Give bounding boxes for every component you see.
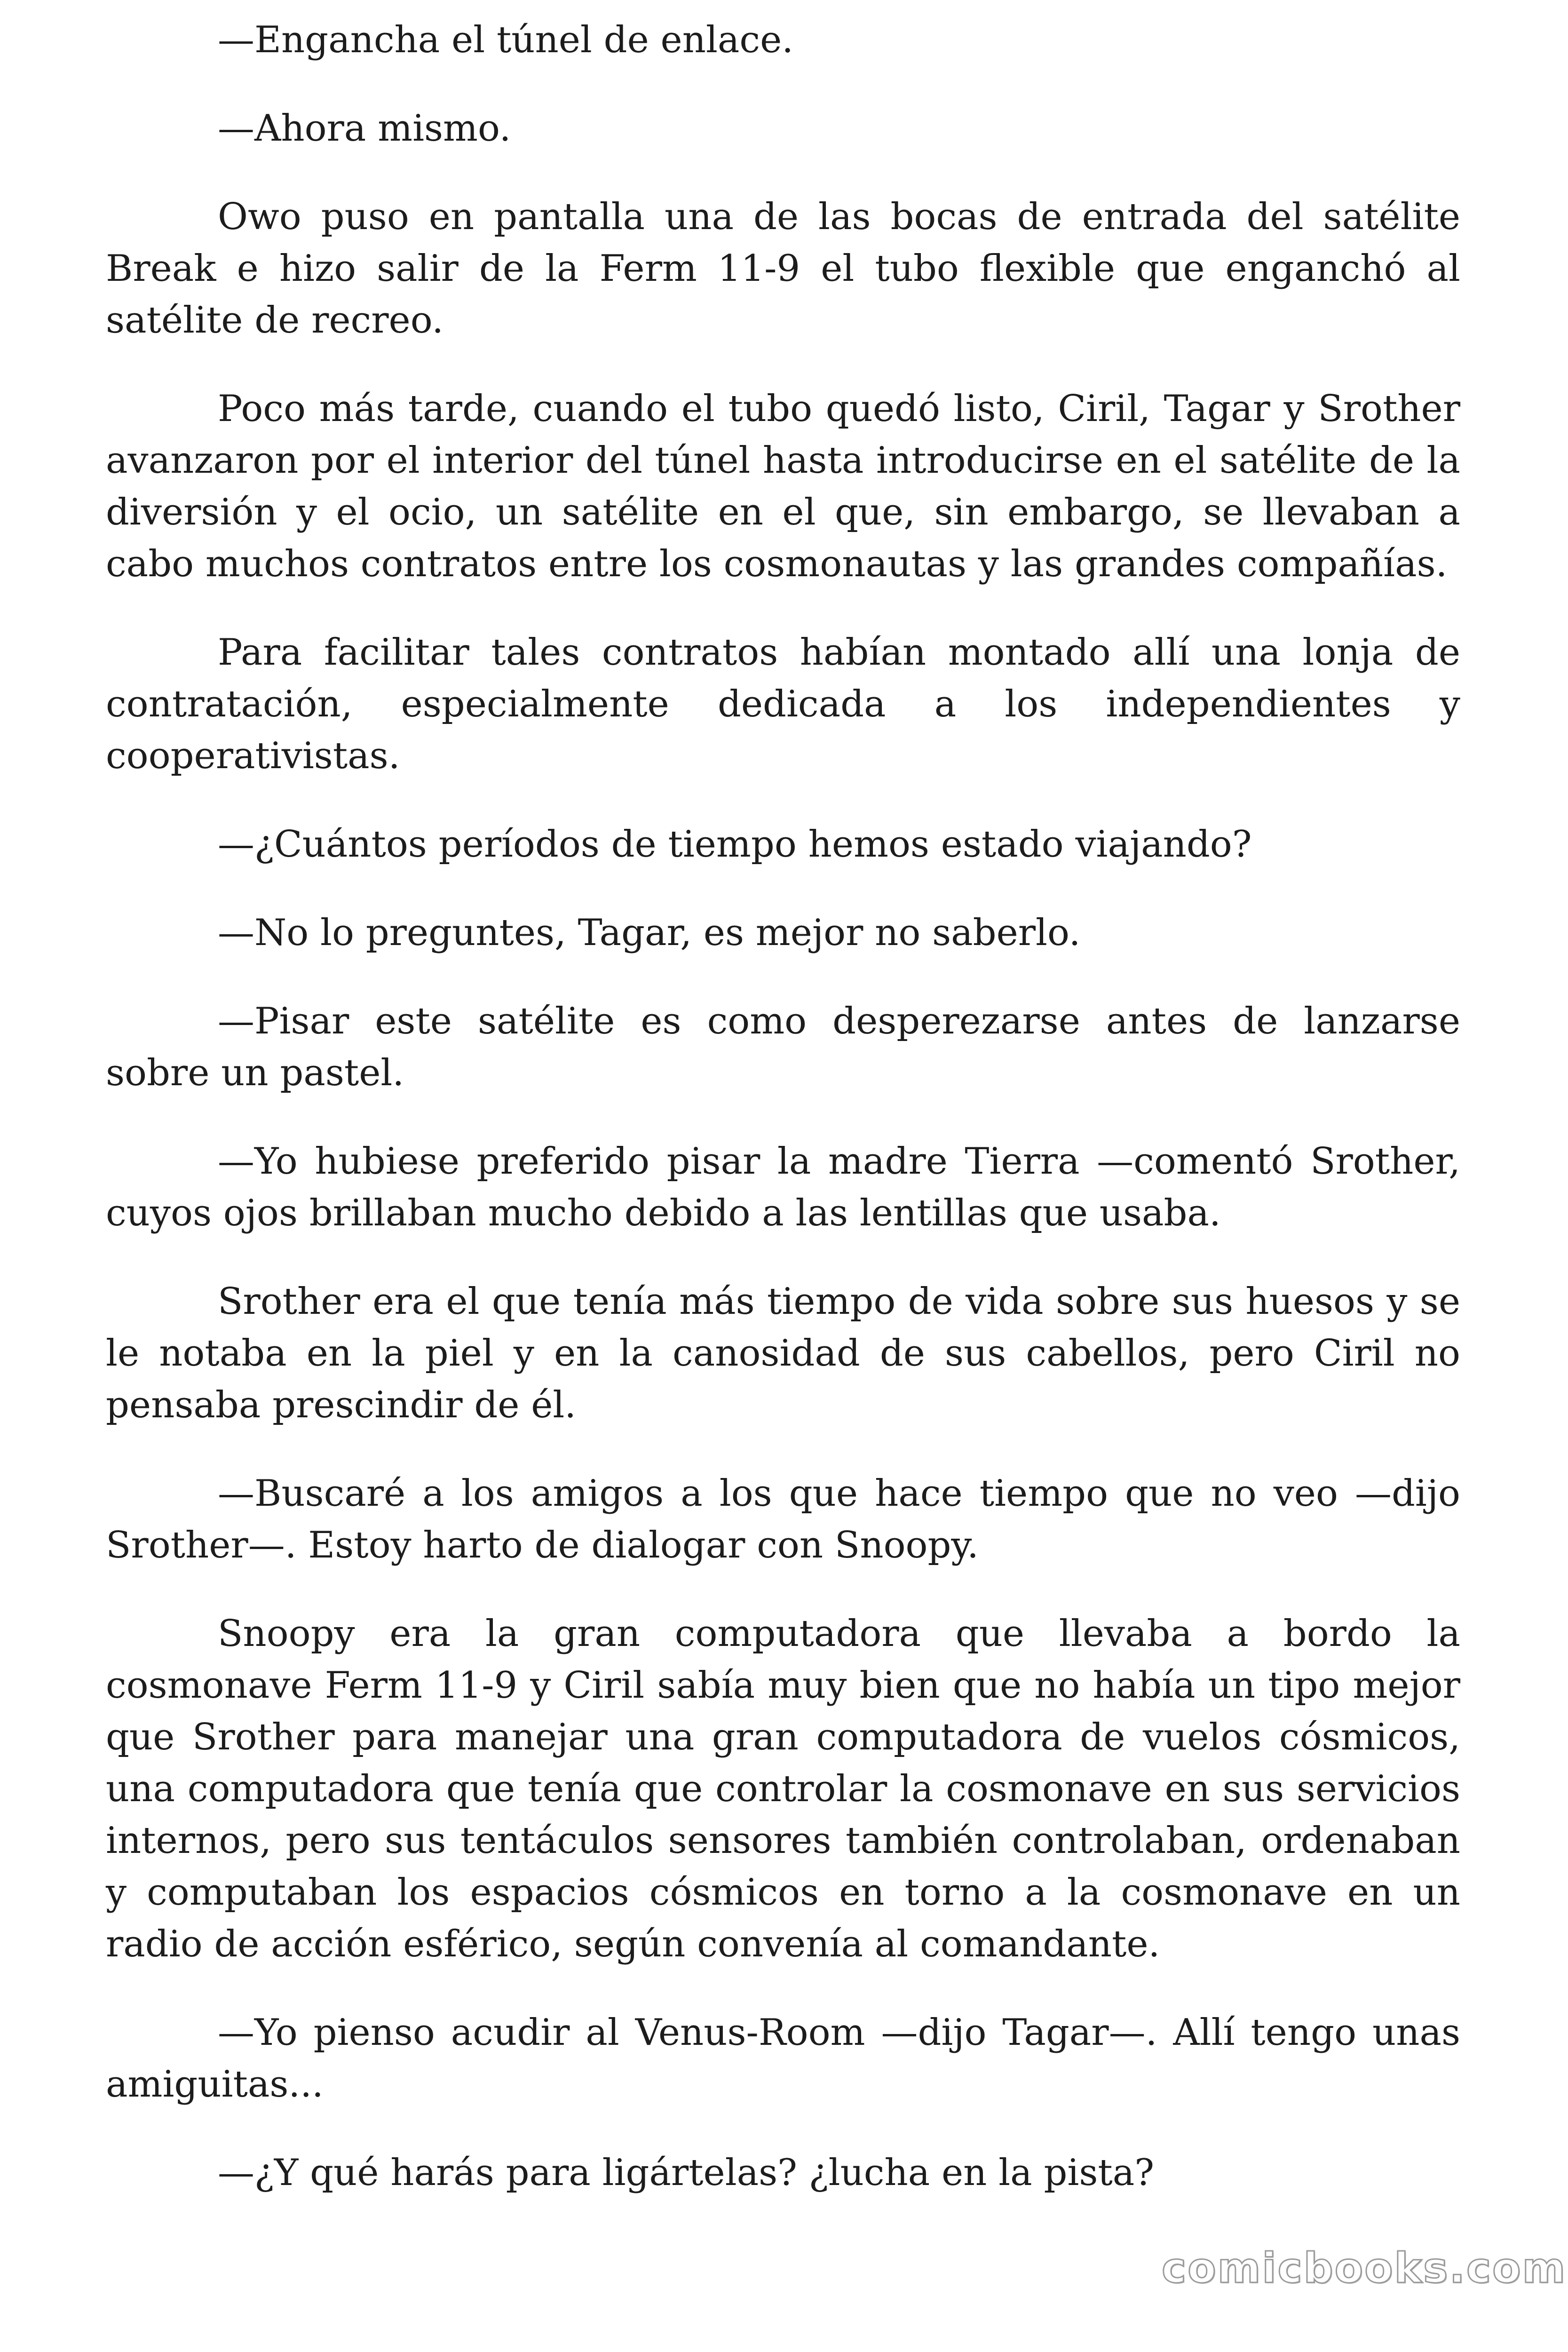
watermark: comicbooks.com (1162, 2244, 1567, 2292)
paragraph: —Yo pienso acudir al Venus-Room —dijo Tagar—. Allí tengo unas amiguitas... (106, 2011, 1460, 2106)
paragraph: —Yo hubiese preferido pisar la madre Tierra —comentó Srother, cuyos ojos brillaban mucho debido a las lentillas que usaba. (106, 1140, 1460, 1234)
paragraph: —Pisar este satélite es como desperezarse antes de lanzarse sobre un pastel. (106, 1000, 1460, 1094)
paragraph: Srother era el que tenía más tiempo de vida sobre sus huesos y se le notaba en la piel y en la canosidad de sus cabellos, pero Ciril no pensaba prescindir de él. (106, 1280, 1460, 1426)
paragraph: —¿Y qué harás para ligártelas? ¿lucha en la pista? (218, 2152, 1155, 2194)
paragraph: —Ahora mismo. (218, 107, 511, 150)
paragraph: —Buscaré a los amigos a los que hace tiempo que no veo —dijo Srother—. Estoy harto de dialogar con Snoopy. (106, 1472, 1460, 1566)
paragraph: Owo puso en pantalla una de las bocas de entrada del satélite Break e hizo salir de la Ferm 11-9 el tubo flexible que enganchó al satélite de recreo. (106, 196, 1460, 342)
paragraph: Poco más tarde, cuando el tubo quedó listo, Ciril, Tagar y Srother avanzaron por el interior del túnel hasta introducirse en el satélite de la diversión y el ocio, un satélite en el que, sin embargo, se llevaban a cabo muchos contratos entre los cosmonautas y las grandes compañías. (106, 388, 1460, 585)
body-text (106, 14, 1460, 2199)
paragraph: —¿Cuántos períodos de tiempo hemos estado viajando? (218, 823, 1252, 866)
paragraph: Para facilitar tales contratos habían montado allí una lonja de contratación, especialmente dedicada a los independientes y cooperativistas. (106, 631, 1460, 777)
paragraph: Snoopy era la gran computadora que llevaba a bordo la cosmonave Ferm 11-9 y Ciril sabía muy bien que no había un tipo mejor que Srother para manejar una gran computadora de vuelos cósmicos, una computadora que tenía que controlar la cosmonave en sus servicios internos, pero sus tentáculos sensores también controlaban, ordenaban y computaban los espacios cósmicos en torno a la cosmonave en un radio de acción esférico, según convenía al comandante. (106, 1613, 1460, 1965)
paragraph: —No lo preguntes, Tagar, es mejor no saberlo. (218, 912, 1081, 954)
paragraph: —Engancha el túnel de enlace. (218, 19, 794, 61)
